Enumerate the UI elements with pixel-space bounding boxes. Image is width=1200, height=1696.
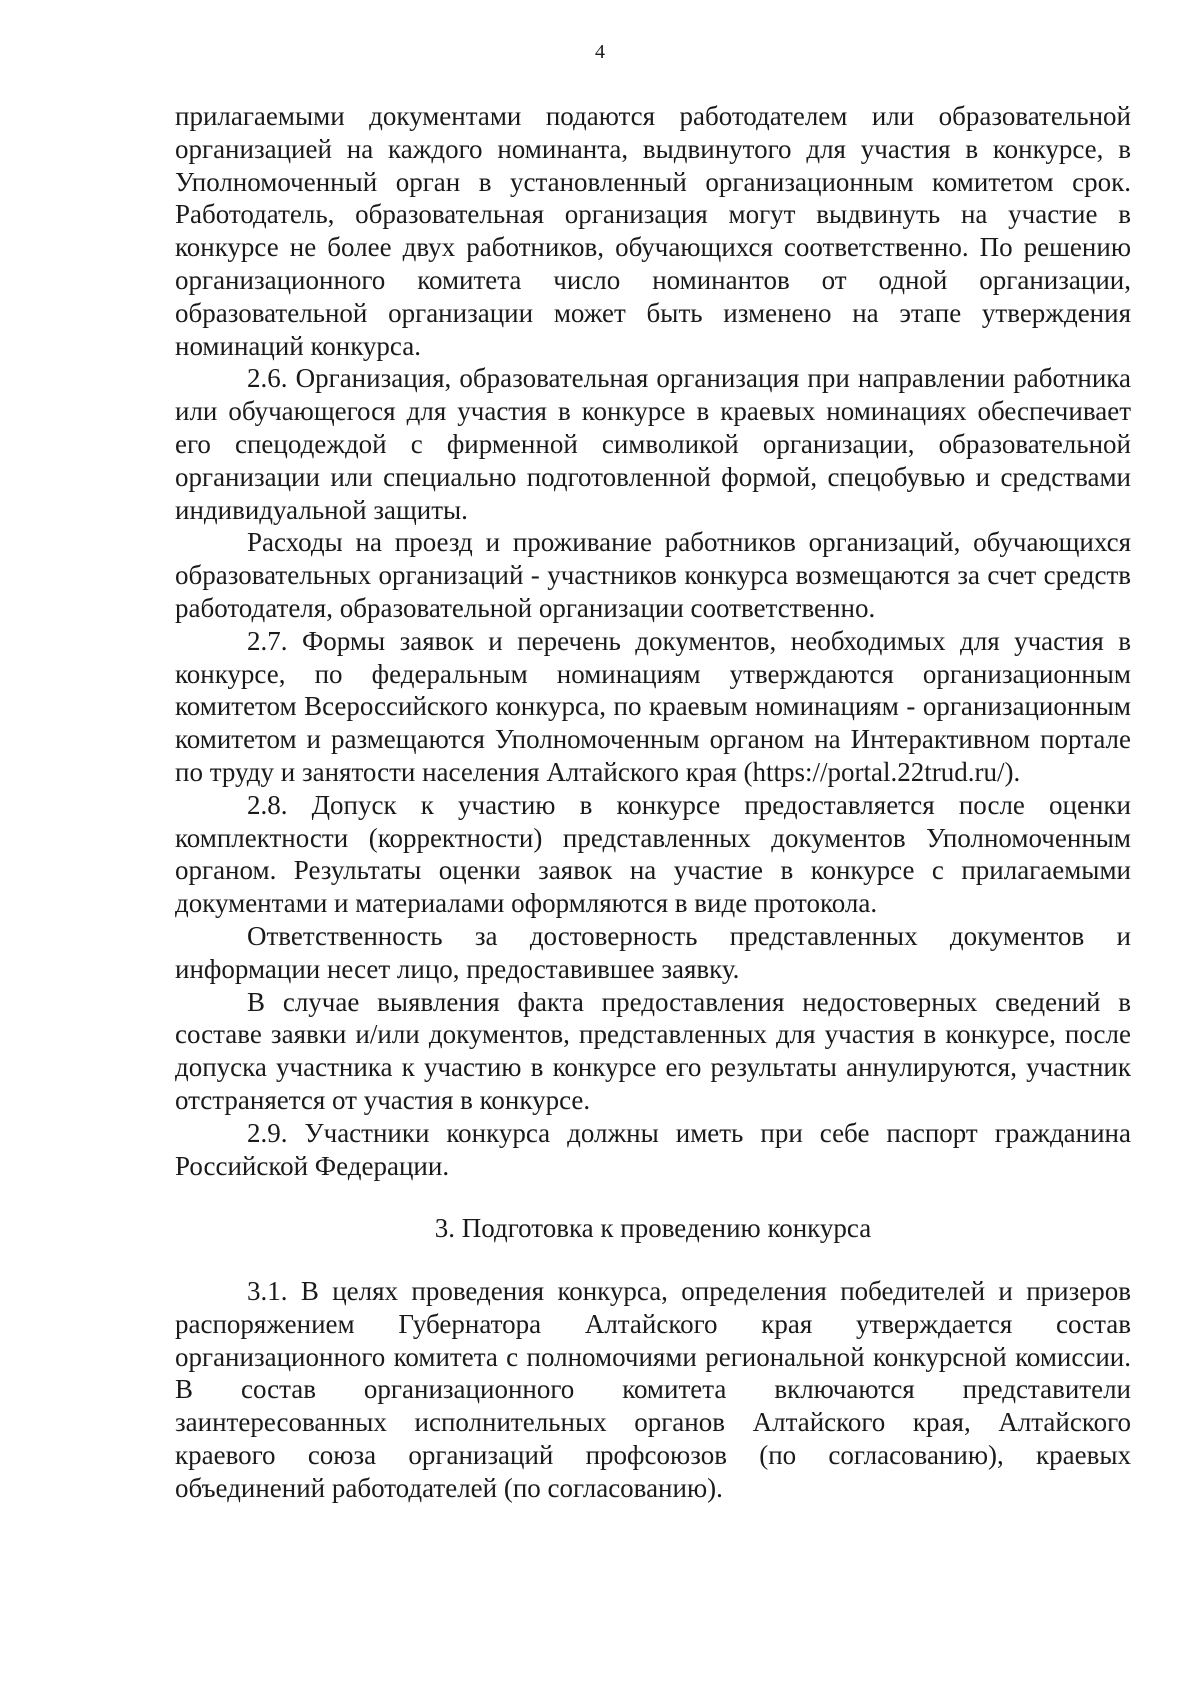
paragraph-2-7: 2.7. Формы заявок и перечень документов, необходимых для участия в конкурсе, по федеральным номинациям утверждаются организационным комитетом Всероссийского конкурса, по краевым номинациям - организационным комитетом и размещаются Уполномоченным органом на Интерактивном портале по труду и занятости населения Алтайского края (https://portal.22trud.ru/). bbox=[175, 625, 1131, 787]
paragraph-2-6: 2.6. Организация, образовательная организация при направлении работника или обучающегося для участия в конкурсе в краевых номинациях обеспечивает его спецодеждой с фирменной символикой организации, образовательной организации или специально подготовленной формой, спецобувью и средствами индивидуальной защиты. bbox=[175, 363, 1131, 525]
paragraph-2-8-responsibility: Ответственность за достоверность представленных документов и информации несет лицо, предоставившее заявку. bbox=[175, 920, 1131, 984]
document-body bbox=[175, 100, 1131, 1505]
page-number: 4 bbox=[595, 41, 605, 63]
section-3-heading: 3. Подготовка к проведению конкурса bbox=[434, 1213, 872, 1244]
paragraph-2-8-false-info: В случае выявления факта предоставления недостоверных сведений в составе заявки и/или документов, представленных для участия в конкурсе, после допуска участника к участию в конкурсе его результаты аннулируются, участник отстраняется от участия в конкурсе. bbox=[175, 986, 1131, 1115]
paragraph-2-9: 2.9. Участники конкурса должны иметь при себе паспорт гражданина Российской Федерации. bbox=[175, 1117, 1131, 1181]
paragraph-continuation: прилагаемыми документами подаются работодателем или образовательной организацией на каждого номинанта, выдвинутого для участия в конкурсе, в Уполномоченный орган в установленный организационным комитетом срок. Работодатель, образовательная организация могут выдвинуть на участие в конкурсе не более двух работников, обучающихся соответственно. По решению организационного комитета число номинантов от одной организации, образовательной организации может быть изменено на этапе утверждения номинаций конкурса. bbox=[175, 101, 1131, 361]
paragraph-2-6-expenses: Расходы на проезд и проживание работников организаций, обучающихся образовательных организаций - участников конкурса возмещаются за счет средств работодателя, образовательной организации соответственно. bbox=[175, 527, 1131, 623]
paragraph-3-1: 3.1. В целях проведения конкурса, определения победителей и призеров распоряжением Губернатора Алтайского края утверждается состав организационного комитета с полномочиями региональной конкурсной комиссии. В состав организационного комитета включаются представители заинтересованных исполнительных органов Алтайского края, Алтайского краевого союза организаций профсоюзов (по согласованию), краевых объединений работодателей (по согласованию). bbox=[175, 1276, 1131, 1503]
paragraph-2-8: 2.8. Допуск к участию в конкурсе предоставляется после оценки комплектности (корректности) представленных документов Уполномоченным органом. Результаты оценки заявок на участие в конкурсе с прилагаемыми документами и материалами оформляются в виде протокола. bbox=[175, 789, 1131, 919]
